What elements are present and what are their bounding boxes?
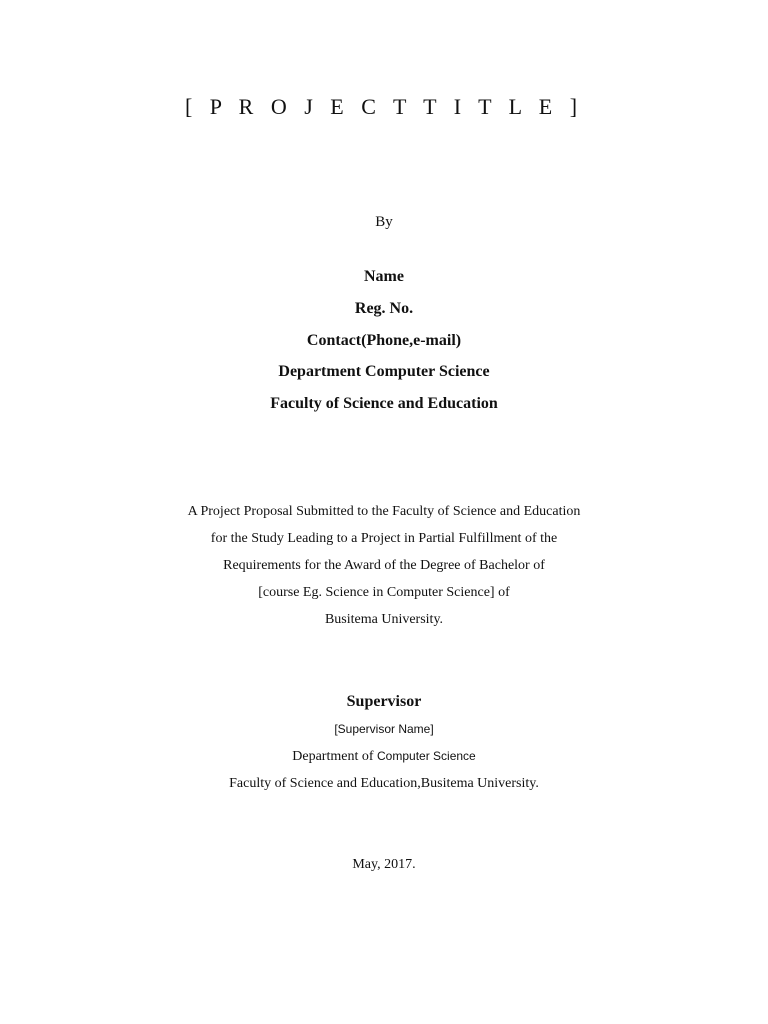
supervisor-faculty: Faculty of Science and Education,Busitema University. bbox=[229, 776, 539, 791]
author-reg-no: Reg. No. bbox=[354, 300, 414, 317]
proposal-line: for the Study Leading to a Project in Partial Fulfillment of the bbox=[210, 531, 558, 546]
proposal-line: Requirements for the Award of the Degree of Bachelor of bbox=[223, 558, 545, 573]
author-faculty: Faculty of Science and Education bbox=[270, 395, 498, 412]
author-contact: Contact(Phone,e-mail) bbox=[306, 332, 462, 349]
project-title: [ P R O J E C T T I T L E ] bbox=[184, 94, 584, 119]
supervisor-department-name: Computer Science bbox=[377, 749, 476, 763]
proposal-line: [course Eg. Science in Computer Science] of bbox=[258, 585, 510, 600]
submission-date: May, 2017. bbox=[352, 857, 416, 872]
proposal-line: A Project Proposal Submitted to the Faculty of Science and Education bbox=[187, 504, 581, 519]
author-name: Name bbox=[364, 268, 404, 285]
author-department: Department Computer Science bbox=[278, 363, 490, 380]
by-label: By bbox=[375, 214, 393, 230]
supervisor-department bbox=[0, 749, 768, 765]
supervisor-heading: Supervisor bbox=[346, 693, 422, 710]
proposal-line: Busitema University. bbox=[324, 612, 444, 627]
supervisor-department-prefix: Department of bbox=[292, 749, 378, 764]
supervisor-name: [Supervisor Name] bbox=[334, 722, 434, 736]
